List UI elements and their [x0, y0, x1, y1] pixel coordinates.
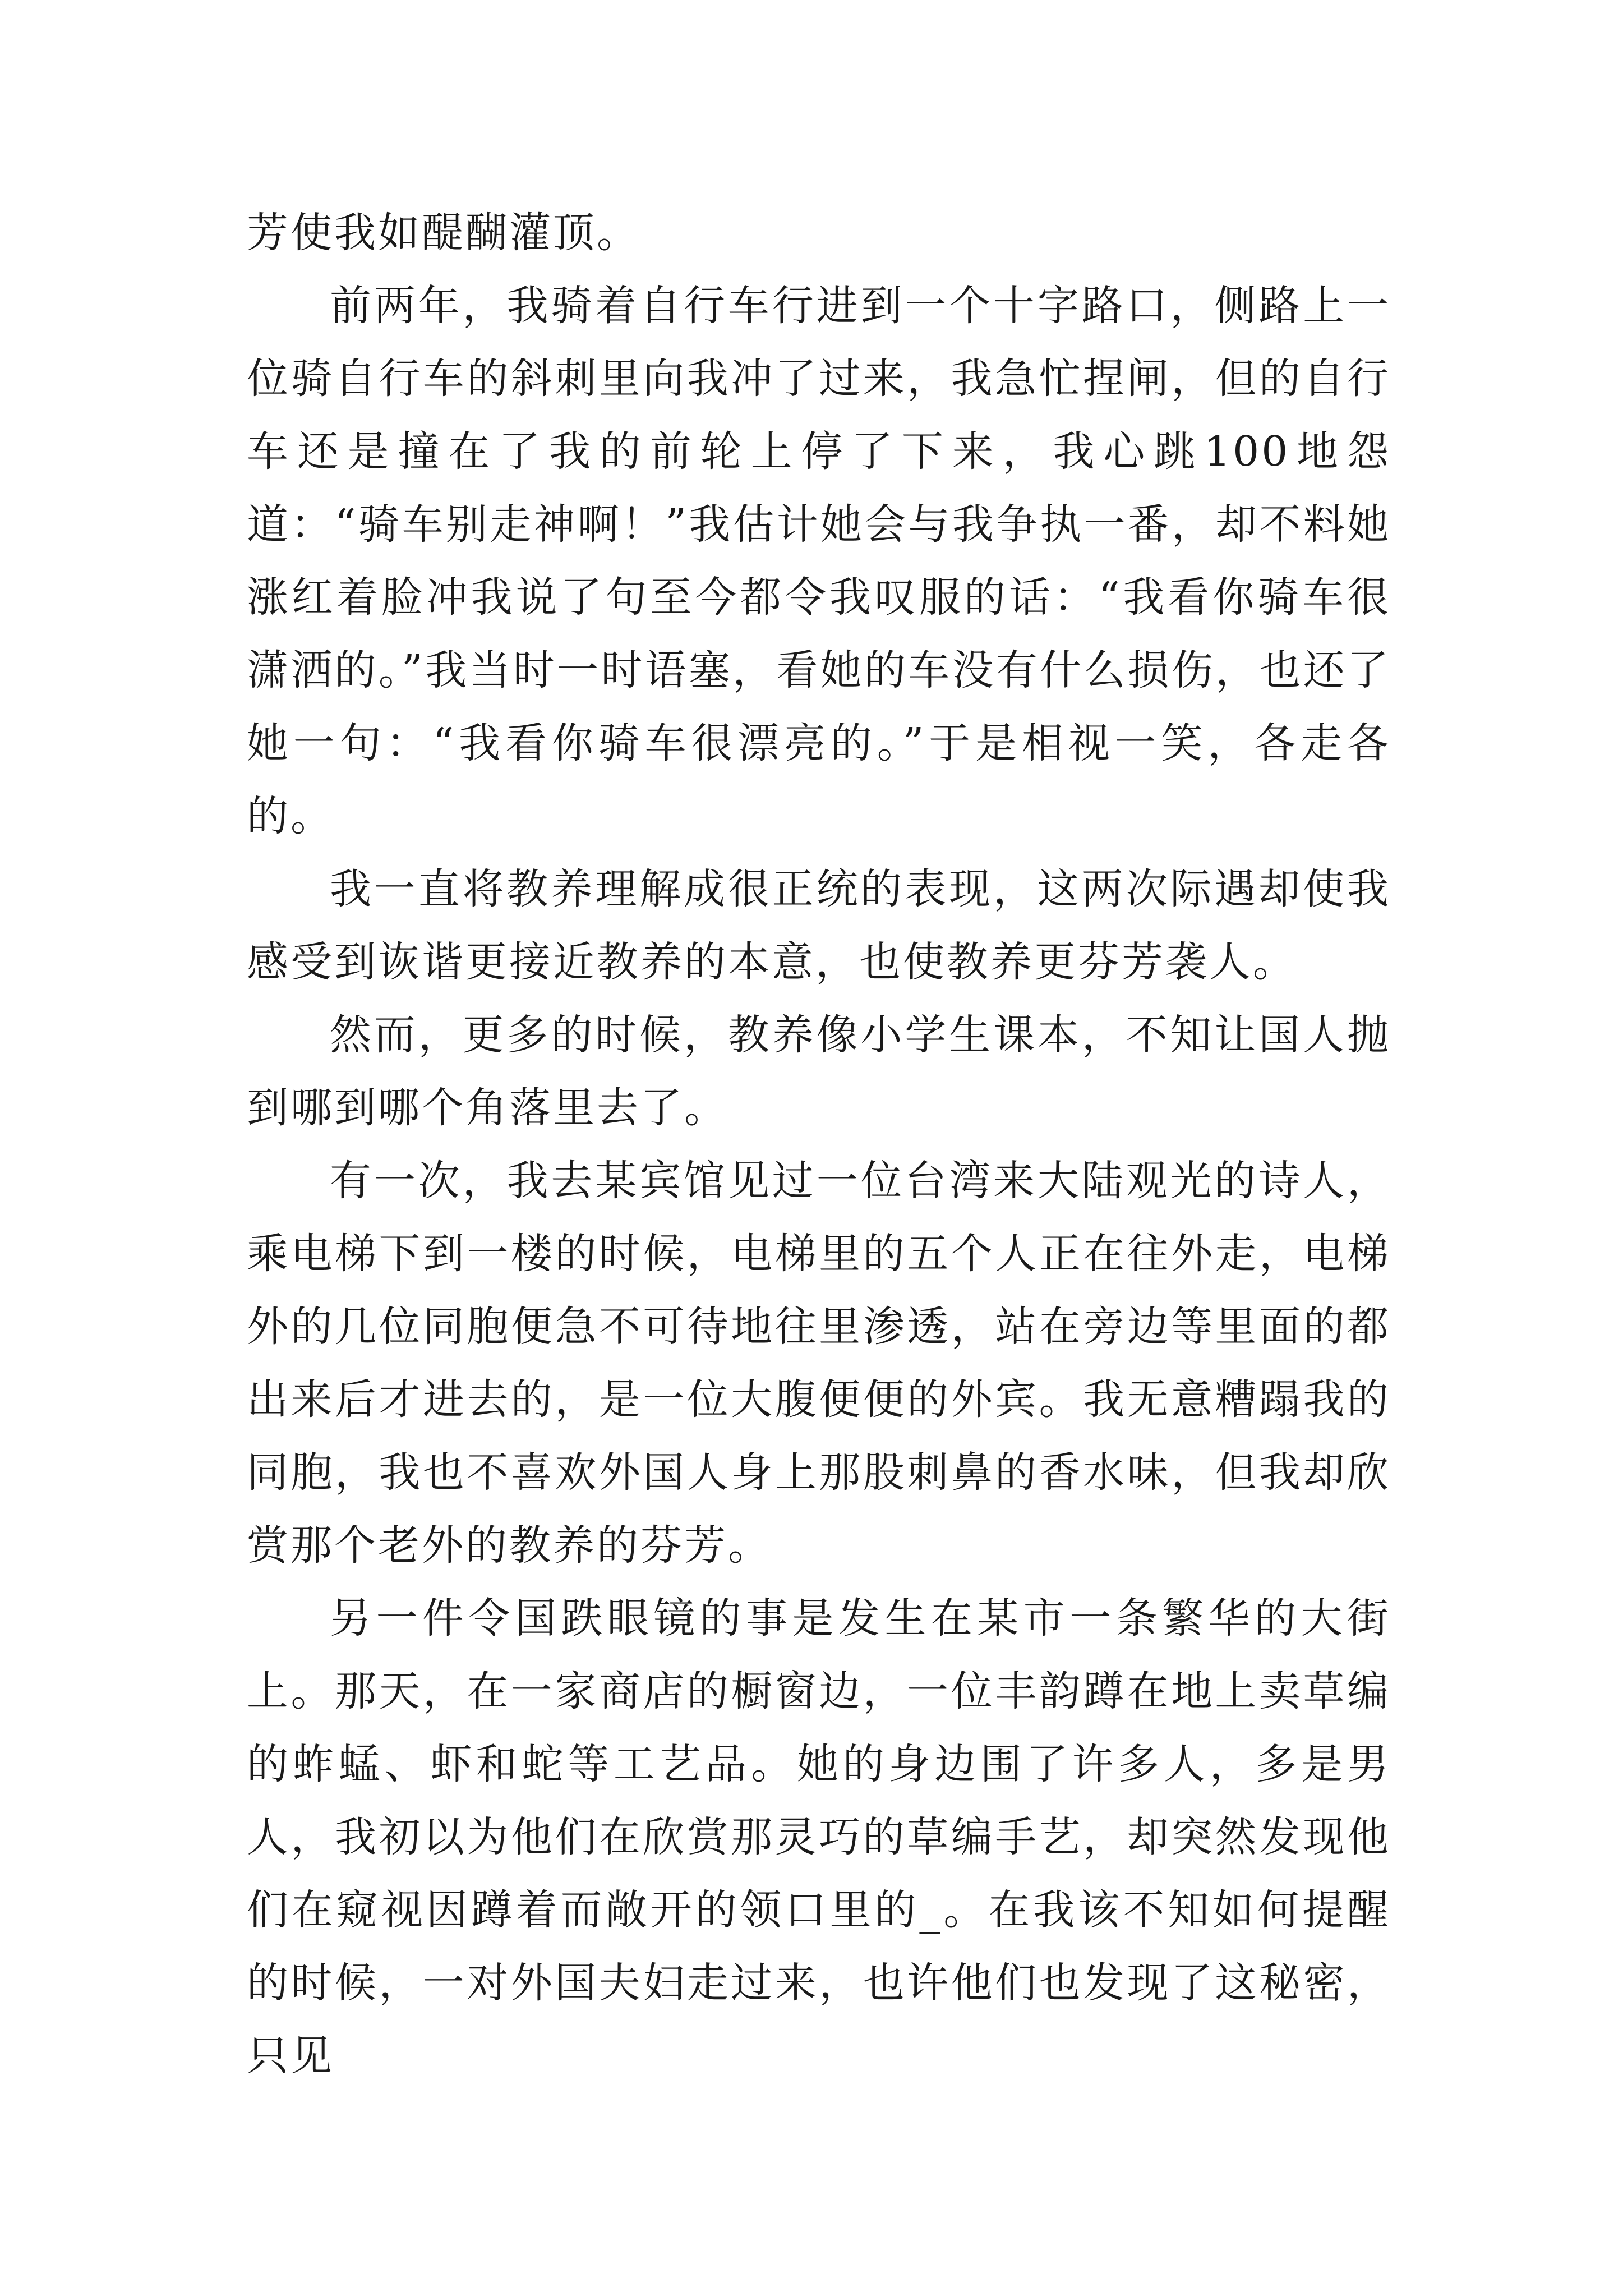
paragraph-5: 有一次，我去某宾馆见过一位台湾来大陆观光的诗人，乘电梯下到一楼的时候，电梯里的五个人正在往外走，电梯外的几位同胞便急不可待地往里渗透，站在旁边等里面的都出来后才进去的，是一位大腹便便的外宾。我无意糟蹋我的同胞，我也不喜欢外国人身上那股刺鼻的香水味，但我却欣赏那个老外的教养的芬芳。 — [247, 1157, 1391, 1570]
paragraph-6: 另一件令国跌眼镜的事是发生在某市一条繁华的大街上。那天，在一家商店的橱窗边，一位丰韵蹲在地上卖草编的蚱蜢、虾和蛇等工艺品。她的身边围了许多人，多是男人，我初以为他们在欣赏那灵巧的草编手艺，却突然发现他们在窥视因蹲着而敞开的领口里的_。在我该不知如何提醒的时候，一对外国夫妇走过来，也许他们也发现了这秘密，只见 — [247, 1594, 1391, 2080]
paragraph-3: 我一直将教养理解成很正统的表现，这两次际遇却使我感受到诙谐更接近教养的本意，也使教养更芬芳袭人。 — [247, 865, 1391, 986]
document-body — [247, 196, 1391, 2092]
paragraph-4: 然而，更多的时候，教养像小学生课本，不知让国人抛到哪到哪个角落里去了。 — [247, 1011, 1391, 1132]
paragraph-2: 前两年，我骑着自行车行进到一个十字路口，侧路上一位骑自行车的斜刺里向我冲了过来，我急忙捏闸，但的自行车还是撞在了我的前轮上停了下来，我心跳100地怨道：“骑车别走神啊！”我估计她会与我争执一番，却不料她涨红着脸冲我说了句至今都令我叹服的话：“我看你骑车很潇洒的。”我当时一时语塞，看她的车没有什么损伤，也还了她一句：“我看你骑车很漂亮的。”于是相视一笑，各走各的。 — [247, 282, 1391, 840]
paragraph-1: 芳使我如醍醐灌顶。 — [247, 209, 640, 257]
